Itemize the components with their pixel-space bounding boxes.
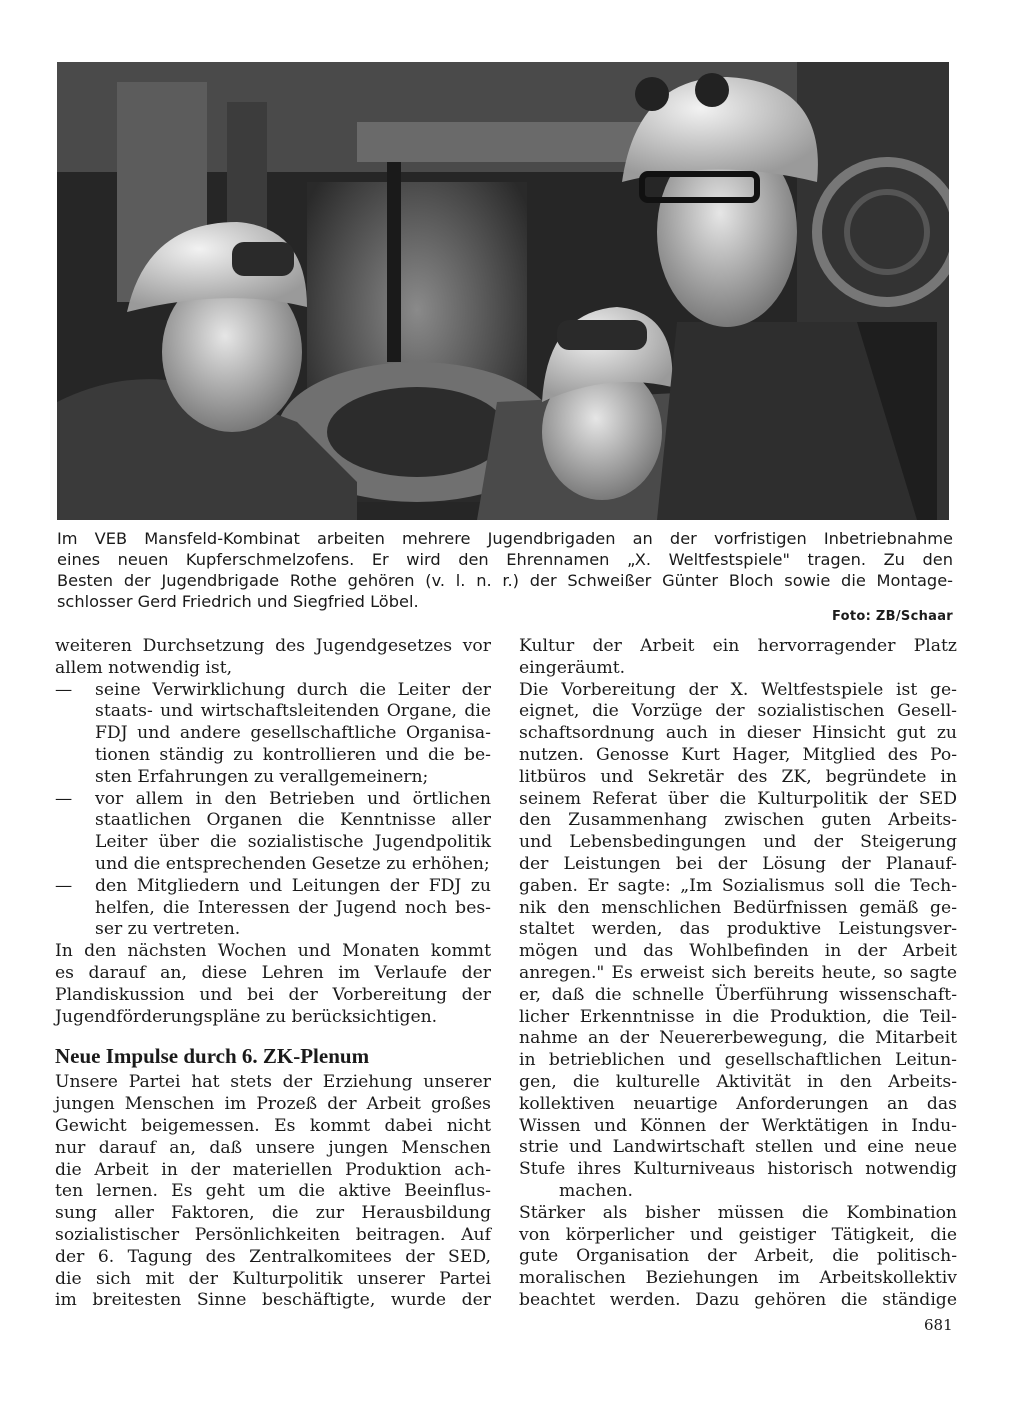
text-line: FDJ und andere gesellschaftliche Organisa- [95, 723, 491, 744]
list-item [55, 680, 491, 702]
text-line: den Zusammenhang zwischen guten Arbeits- [519, 810, 957, 831]
text-line: die sich mit der Kulturpolitik unserer Partei [55, 1268, 491, 1289]
photo-caption [57, 528, 953, 612]
text-line: Stufe ihres Kulturniveaus historisch notwendig [519, 1159, 957, 1180]
text-line: nahme an der Neuererbewegung, die Mitarbeit [519, 1028, 957, 1049]
text-line: weiteren Durchsetzung des Jugendgesetzes vor [55, 636, 491, 656]
text-line: seinem Referat über die Kulturpolitik der SED [519, 788, 957, 809]
text-line: eingeräumt. [519, 657, 626, 678]
dash-marker: — [55, 679, 73, 700]
caption-line: schlosser Gerd Friedrich und Siegfried Löbel. [57, 592, 419, 611]
text-line: er, daß die schnelle Überführung wissenschaft- [519, 984, 957, 1005]
text-line: es darauf an, diese Lehren im Verlaufe der [55, 962, 491, 983]
text-line: litbüros und Sekretär des ZK, begründete in [519, 766, 957, 787]
text-line: schaftsordnung auch in dieser Hinsicht gut zu [519, 723, 957, 744]
caption-line: Im VEB Mansfeld-Kombinat arbeiten mehrere Jugendbrigaden an der vorfristigen Inbetriebnahme [57, 529, 953, 548]
text-line: sozialistischer Persönlichkeiten beitragen. Auf [55, 1224, 491, 1245]
text-line: helfen, die Interessen der Jugend noch bes- [95, 897, 491, 918]
section-heading: Neue Impulse durch 6. ZK-Plenum [55, 1044, 370, 1069]
dash-marker: — [55, 788, 73, 809]
photo-graphic [57, 62, 949, 520]
text-line: nutzen. Genosse Kurt Hager, Mitglied des Po- [519, 744, 957, 765]
text-line: Jugendförderungspläne zu berücksichtigen. [55, 1006, 438, 1027]
text-line: Unsere Partei hat stets der Erziehung unserer [55, 1072, 491, 1093]
list-item [55, 876, 491, 898]
caption-line: Besten der Jugendbrigade Rothe gehören (v. l. n. r.) der Schweißer Günter Bloch sowie die Montage- [57, 571, 953, 590]
text-line: seine Verwirklichung durch die Leiter der [95, 679, 491, 700]
text-line: nik den menschlichen Bedürfnissen gemäß ge- [519, 897, 957, 918]
text-line: von körperlicher und geistiger Tätigkeit, die [519, 1224, 957, 1245]
text-line: den Mitgliedern und Leitungen der FDJ zu [95, 875, 491, 896]
text-line: Plandiskussion und bei der Vorbereitung der [55, 984, 491, 1005]
text-line: sung aller Faktoren, die zur Herausbildung [55, 1203, 491, 1224]
text-line: kollektiven neuartige Anforderungen an das [519, 1093, 957, 1114]
text-line: und Lebensbedingungen und der Steigerung [519, 832, 957, 853]
text-line: der 6. Tagung des Zentralkomitees der SED, [55, 1246, 491, 1267]
text-line: tionen ständig zu kontrollieren und die be- [95, 744, 491, 765]
text-line: vor allem in den Betrieben und örtlichen [95, 788, 491, 809]
text-line: im breitesten Sinne beschäftigte, wurde der [55, 1290, 491, 1311]
text-line: In den nächsten Wochen und Monaten kommt [55, 941, 491, 962]
photo-credit: Foto: ZB/Schaar [831, 609, 953, 624]
text-line: mögen und das Wohlbefinden in der Arbeit [519, 941, 957, 962]
left-column [55, 636, 491, 1312]
text-line: gute Organisation der Arbeit, die politisch- [519, 1246, 957, 1267]
caption-line: eines neuen Kupferschmelzofens. Er wird den Ehrennamen „X. Weltfestspiele" tragen. Zu den [57, 550, 953, 569]
text-line: staats- und wirtschaftsleitenden Organe, die [95, 701, 491, 722]
text-line: anregen." Es erweist sich bereits heute, so sagte [519, 962, 957, 983]
text-line: nur darauf an, daß unsere jungen Menschen [55, 1137, 491, 1158]
text-line: sten Erfahrungen zu verallgemeinern; [95, 766, 429, 787]
text-line: der Leistungen bei der Lösung der Planauf- [519, 853, 957, 874]
photo [57, 62, 949, 520]
text-line: ten lernen. Es geht um die aktive Beeinflus- [55, 1181, 491, 1202]
text-line: in betrieblichen und gesellschaftlichen Leitun- [519, 1050, 957, 1071]
text-line: jungen Menschen im Prozeß der Arbeit großes [55, 1094, 491, 1115]
text-line: die Arbeit in der materiellen Produktion ach- [55, 1159, 491, 1180]
text-line: gen, die kulturelle Aktivität in den Arbeits- [519, 1071, 957, 1092]
text-line: moralischen Beziehungen im Arbeitskollektiv [519, 1268, 957, 1289]
text-line: Wissen und Können der Werktätigen in Indu- [519, 1115, 957, 1136]
text-line: beachtet werden. Dazu gehören die ständige [519, 1289, 957, 1310]
text-line: und die entsprechenden Gesetze zu erhöhen; [95, 853, 490, 874]
text-line: staatlichen Organen die Kenntnisse aller [95, 810, 491, 831]
text-line: strie und Landwirtschaft stellen und eine neue [519, 1137, 957, 1158]
text-line: machen. [559, 1180, 633, 1201]
text-line: licher Erkenntnisse in die Produktion, die Teil- [519, 1006, 957, 1027]
dash-marker: — [55, 875, 73, 896]
text-line: Kultur der Arbeit ein hervorragender Platz [519, 636, 957, 656]
text-line: Die Vorbereitung der X. Weltfestspiele ist ge- [519, 679, 957, 700]
text-line: Leiter über die sozialistische Jugendpolitik [95, 832, 491, 853]
text-line: staltet werden, das produktive Leistungsver- [519, 919, 957, 940]
text-line: eignet, die Vorzüge der sozialistischen Gesell- [519, 701, 957, 722]
right-column [519, 636, 957, 1312]
page-number: 681 [924, 1316, 953, 1334]
list-item [55, 789, 491, 811]
text-line: gaben. Er sagte: „Im Sozialismus soll die Tech- [519, 875, 957, 896]
text-line: Gewicht beigemessen. Es kommt dabei nicht [55, 1115, 491, 1136]
text-line: allem notwendig ist, [55, 657, 233, 678]
text-line: Stärker als bisher müssen die Kombination [519, 1202, 957, 1223]
text-line: ser zu vertreten. [95, 919, 241, 940]
